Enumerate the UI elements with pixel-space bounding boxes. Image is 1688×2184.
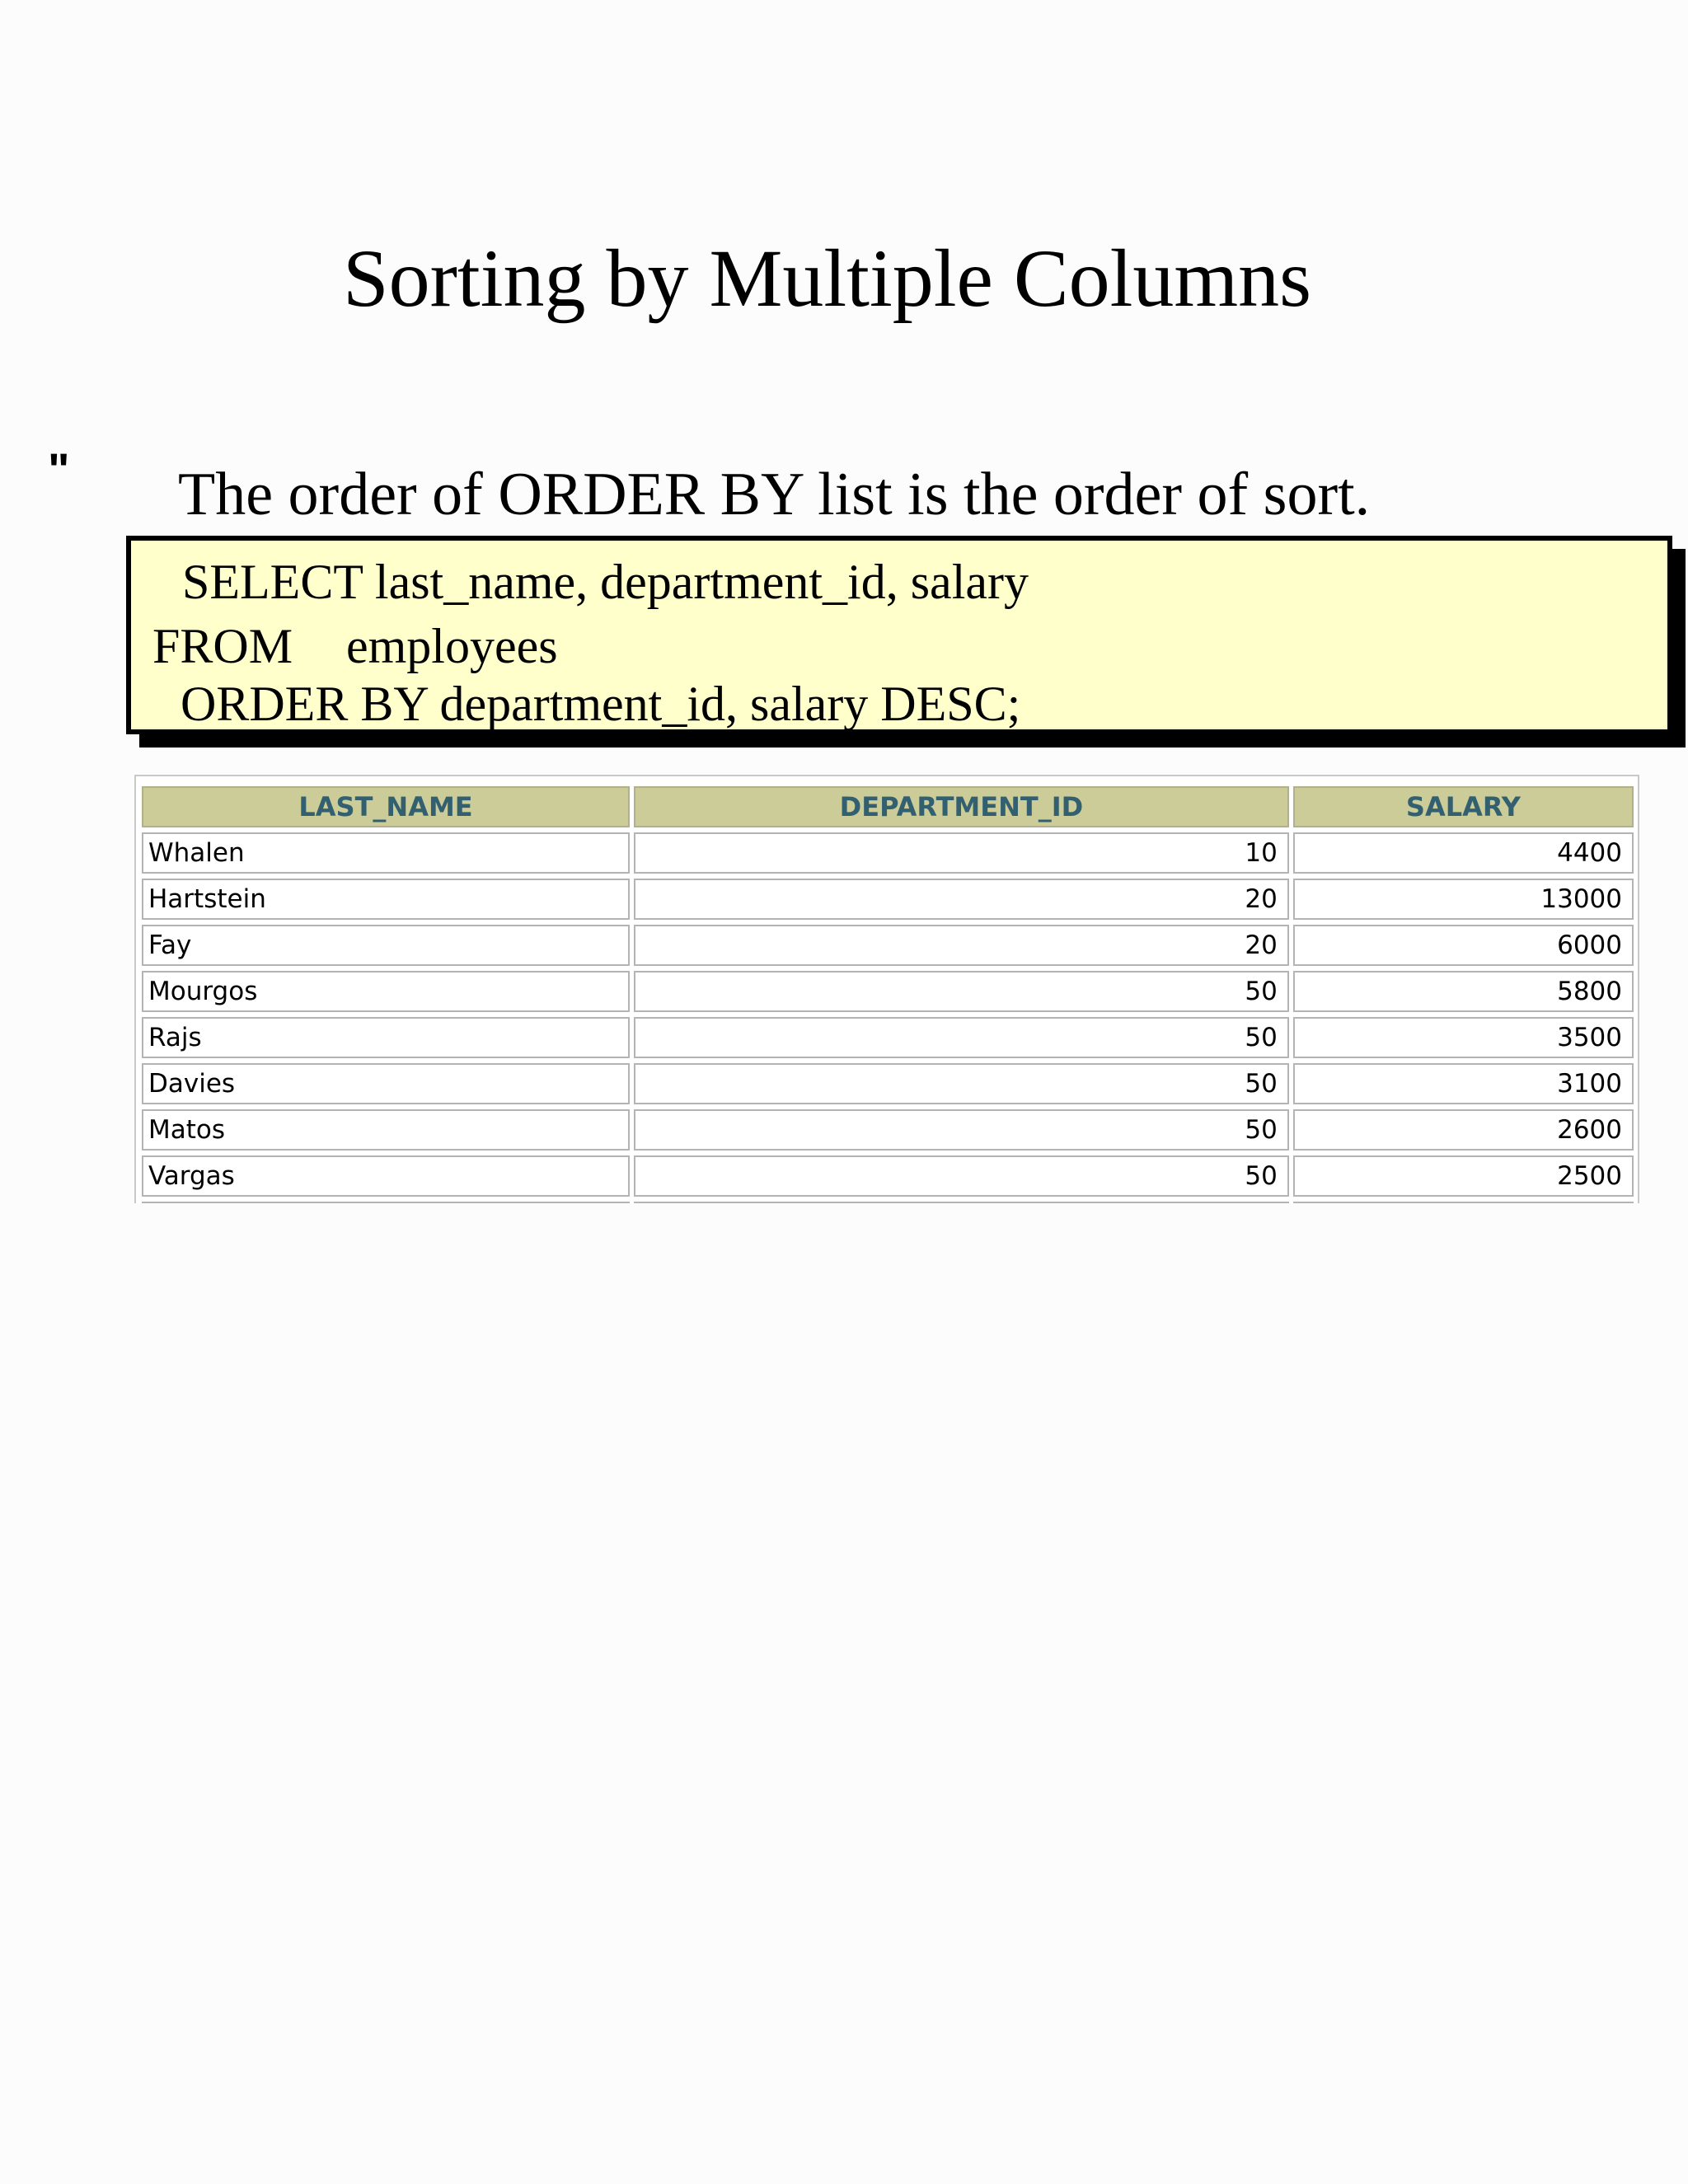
table-row <box>142 971 1634 1012</box>
table-row <box>142 1063 1634 1104</box>
cell-salary: 13000 <box>1293 879 1634 920</box>
bullet-text: The order of ORDER BY list is the order of sort. <box>178 461 1371 528</box>
cell-last-name: Matos <box>142 1109 630 1151</box>
cell-salary: 6000 <box>1293 925 1634 966</box>
cell-last-name: Fay <box>142 925 630 966</box>
cell-salary: 2500 <box>1293 1155 1634 1197</box>
cell-salary <box>1293 1202 1634 1203</box>
column-header-salary: SALARY <box>1293 786 1634 827</box>
table-header-row <box>142 786 1634 827</box>
cell-last-name: Whalen <box>142 832 630 874</box>
table-row-clipped <box>142 1202 1634 1203</box>
cell-department-id: 50 <box>634 971 1289 1012</box>
table-row <box>142 925 1634 966</box>
cell-department-id <box>634 1202 1289 1203</box>
cell-salary: 3100 <box>1293 1063 1634 1104</box>
sql-from-line <box>152 617 558 675</box>
table-row <box>142 879 1634 920</box>
cell-salary: 5800 <box>1293 971 1634 1012</box>
table-row <box>142 1155 1634 1197</box>
cell-last-name: Hartstein <box>142 879 630 920</box>
sql-order-by-line: ORDER BY department_id, salary DESC; <box>181 677 1021 731</box>
column-header-last-name: LAST_NAME <box>142 786 630 827</box>
bullet-marker: " <box>48 443 70 495</box>
cell-department-id: 50 <box>634 1109 1289 1151</box>
cell-last-name: Davies <box>142 1063 630 1104</box>
cell-department-id: 50 <box>634 1017 1289 1058</box>
query-result-panel <box>134 775 1639 1203</box>
cell-department-id: 50 <box>634 1155 1289 1197</box>
column-header-department-id: DEPARTMENT_ID <box>634 786 1289 827</box>
query-result-table <box>138 781 1638 1203</box>
sql-select-line: SELECT last_name, department_id, salary <box>182 555 1029 609</box>
cell-salary: 2600 <box>1293 1109 1634 1151</box>
cell-salary: 4400 <box>1293 832 1634 874</box>
cell-last-name: Rajs <box>142 1017 630 1058</box>
sql-from-table: employees <box>346 619 558 673</box>
slide-title: Sorting by Multiple Columns <box>343 232 1312 324</box>
sql-from-keyword: FROM <box>152 619 293 673</box>
cell-last-name: Mourgos <box>142 971 630 1012</box>
cell-department-id: 20 <box>634 879 1289 920</box>
cell-department-id: 10 <box>634 832 1289 874</box>
cell-department-id: 20 <box>634 925 1289 966</box>
table-row <box>142 1109 1634 1151</box>
table-row <box>142 1017 1634 1058</box>
cell-department-id: 50 <box>634 1063 1289 1104</box>
table-row <box>142 832 1634 874</box>
cell-salary: 3500 <box>1293 1017 1634 1058</box>
cell-last-name <box>142 1202 630 1203</box>
cell-last-name: Vargas <box>142 1155 630 1197</box>
sql-code-box <box>126 536 1672 734</box>
